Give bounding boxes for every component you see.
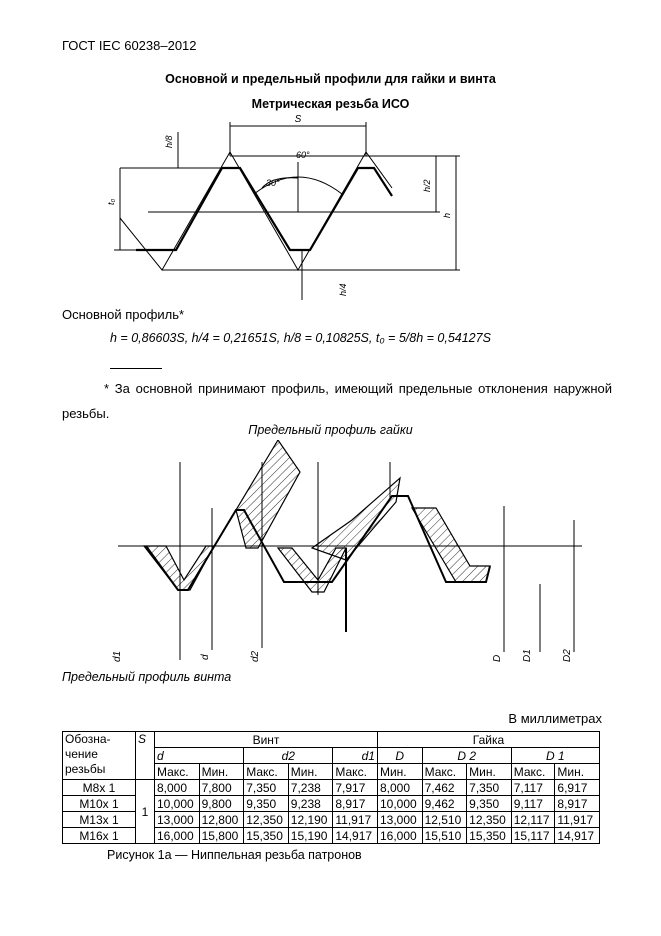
D2-label: D2 — [562, 649, 573, 662]
D1-label: D1 — [522, 649, 533, 662]
units-label: В миллиметрах — [508, 711, 602, 726]
minmax-header-row: Макс. Мин. Макс. Мин. Макс. Мин. Макс. Мин. Макс. Мин. — [63, 764, 600, 780]
designation-header: Обозна- чение резьбы — [63, 732, 136, 780]
table-row: M16x 1 16,000 15,800 15,350 15,190 14,917 16,000 15,510 15,350 15,117 14,917 — [63, 828, 600, 844]
bolt-header: Винт — [155, 732, 378, 748]
bolt-d-header: d — [155, 748, 244, 764]
d1-label: d1 — [112, 650, 123, 662]
limit-profile-diagram — [0, 440, 661, 670]
t0-label: t₀ — [106, 198, 116, 205]
s-header: S — [136, 732, 155, 780]
thread-dimensions-table — [62, 731, 600, 844]
d2-label: d2 — [250, 650, 261, 662]
footnote-rule — [110, 368, 162, 369]
s-value: 1 — [136, 780, 155, 844]
profile-formula: h = 0,86603S, h/4 = 0,21651S, h/8 = 0,10825S, t₀ = 5/8h = 0,54127S — [110, 331, 491, 345]
bolt-d2-header: d2 — [244, 748, 333, 764]
nut-profile-caption: Предельный профиль гайки — [248, 423, 413, 437]
bolt-profile-caption: Предельный профиль винта — [62, 670, 232, 684]
h4-label: h/4 — [338, 283, 348, 296]
table-row: M13x 1 13,000 12,800 12,350 12,190 11,917 13,000 12,510 12,350 12,117 11,917 — [63, 812, 600, 828]
h8-label: h/8 — [164, 135, 174, 148]
nut-D1-header: D 1 — [511, 748, 599, 764]
angle-60-label: 60° — [296, 150, 310, 160]
angle-30-label: 30° — [266, 178, 280, 188]
table-row: M10x 1 10,000 9,800 9,350 9,238 8,917 10,000 9,462 9,350 9,117 8,917 — [63, 796, 600, 812]
nut-header: Гайка — [377, 732, 599, 748]
h-label: h — [442, 212, 452, 218]
d-label: d — [200, 654, 211, 660]
D-label: D — [492, 654, 503, 662]
s-label: S — [294, 114, 302, 125]
nut-D2-header: D 2 — [422, 748, 511, 764]
footnote-text: * За основной принимают профиль, имеющий предельные отклонения наружной резьбы. — [62, 381, 612, 421]
h2-label: h/2 — [422, 179, 432, 192]
basic-profile-diagram — [0, 110, 661, 310]
table-row: M8x 1 1 8,000 7,800 7,350 7,238 7,917 8,000 7,462 7,350 7,117 6,917 — [63, 780, 600, 796]
bolt-d1-header: d1 — [333, 748, 378, 764]
basic-profile-caption: Основной профиль* — [62, 307, 185, 322]
document-code: ГОСТ IEC 60238–2012 — [62, 38, 197, 53]
nut-D-header: D — [377, 748, 422, 764]
main-title: Основной и предельный профили для гайки и винта — [165, 72, 496, 86]
sub-title: Метрическая резьба ИСО — [251, 97, 410, 111]
figure-caption: Рисунок 1а — Ниппельная резьба патронов — [107, 848, 362, 862]
